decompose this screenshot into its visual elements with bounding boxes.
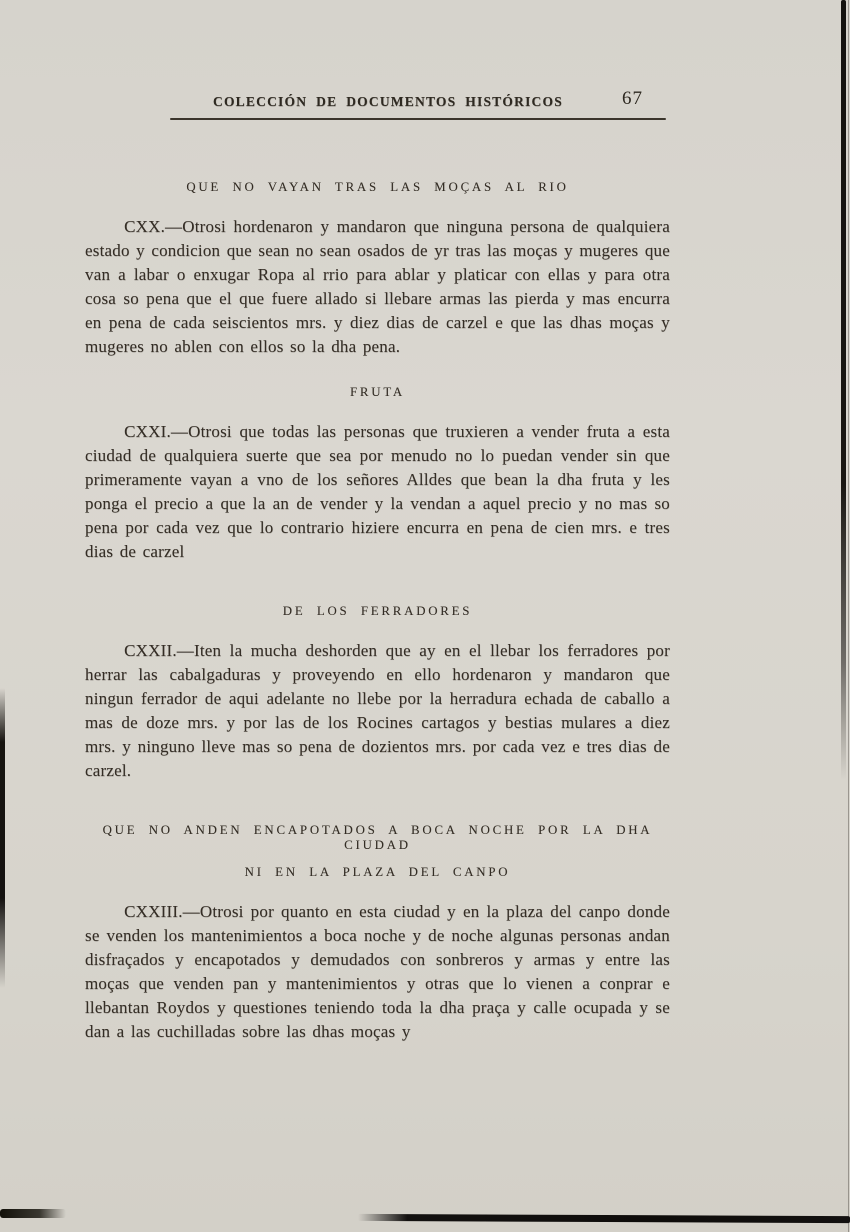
scan-artifact-bottom-edge bbox=[358, 1214, 850, 1223]
section-heading-encapotados-line1: QUE NO ANDEN ENCAPOTADOS A BOCA NOCHE POR LA DHA CIUDAD bbox=[102, 823, 653, 852]
scan-artifact-right-hairline bbox=[848, 0, 849, 1232]
section-heading-ferradores: DE LOS FERRADORES bbox=[282, 604, 473, 618]
paragraph-cxxi: CXXI.—Otrosi que todas las personas que truxieren a vender fruta a esta ciudad de qualquiera suerte que sea por menudo no lo puedan vender sin que primeramente vayan a vno de los señores Alldes que bean la dha fruta y les ponga el precio a que la an de vender y la vendan a aquel precio y no mas so pena por cada vez que lo contrario hiziere encurra en pena de cien mrs. e tres dias de carzel bbox=[85, 422, 670, 561]
running-header-title: COLECCIÓN DE DOCUMENTOS HISTÓRICOS bbox=[213, 94, 563, 109]
section-heading-encapotados-line2: NI EN LA PLAZA DEL CANPO bbox=[244, 865, 511, 879]
scan-artifact-left-edge bbox=[0, 688, 5, 988]
paragraph-cxxiii: CXXIII.—Otrosi por quanto en esta ciudad y en la plaza del canpo donde se venden los mantenimientos a boca noche y de noche algunas personas andan disfraçados y encapotados y demudados con sonbreros y armas y entre las moças que venden pan y mantenimientos y otras que lo vienen a conprar e llebantan Roydos y questiones teniendo toda la dha praça y calle ocupada y se dan a las cuchilladas sobre las dhas moças y bbox=[85, 902, 670, 1041]
scan-artifact-bottom-left-mark bbox=[0, 1209, 66, 1218]
paragraph-cxx: CXX.—Otrosi hordenaron y mandaron que ninguna persona de qualquiera estado y condicion que sean no sean osados de yr tras las moças y mugeres que van a labar o enxugar Ropa al rrio para ablar y platicar con ellas y para otra cosa so pena que el que fuere allado si llebare armas las pierda y mas encurra en pena de cada seiscientos mrs. y diez dias de carzel e que las dhas moças y mugeres no ablen con ellos so la dha pena. bbox=[85, 217, 670, 356]
scan-artifact-right-edge bbox=[841, 0, 846, 780]
page-number: 67 bbox=[622, 88, 643, 109]
section-heading-mocas-al-rio: QUE NO VAYAN TRAS LAS MOÇAS AL RIO bbox=[186, 180, 569, 194]
paragraph-cxxii: CXXII.—Iten la mucha deshorden que ay en el llebar los ferradores por herrar las cabalgaduras y proveyendo en ello hordenaron y mandaron que ningun ferrador de aqui adelante no llebe por la herradura echada de caballo a mas de doze mrs. y por las de los Rocines cartagos y bestias mulares a diez mrs. y ninguno lleve mas so pena de dozientos mrs. por cada vez e tres dias de carzel. bbox=[85, 641, 670, 780]
section-heading-fruta: FRUTA bbox=[349, 385, 405, 399]
page-content bbox=[85, 0, 670, 1064]
